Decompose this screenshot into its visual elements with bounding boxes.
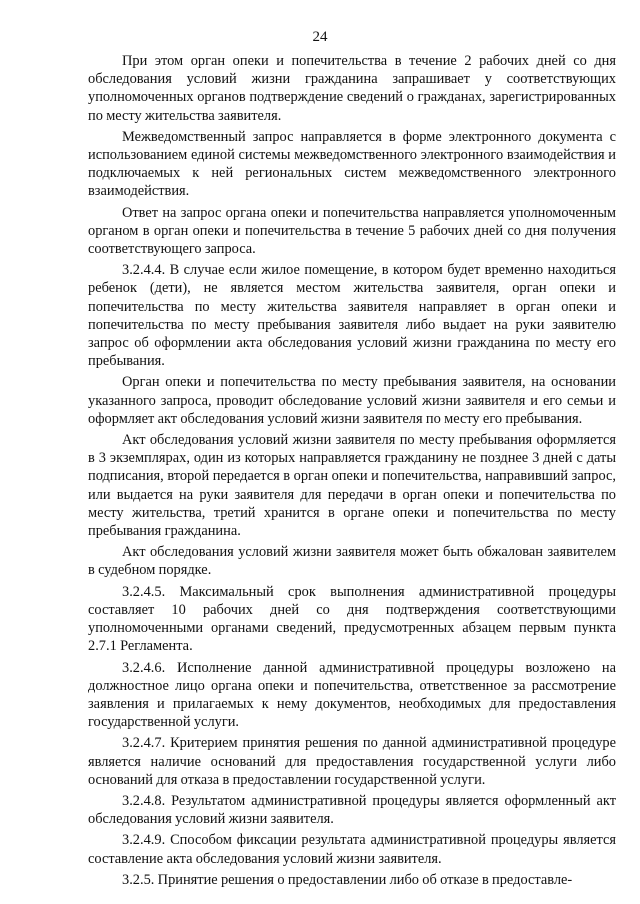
paragraph: При этом орган опеки и попечительства в течение 2 рабочих дней со дня обследования условий жизни гражданина запрашивает у соответствующих уполномоченных органов подтверждение сведений о гражданах, зарегистрированных по месту жительства заявителя. bbox=[88, 53, 616, 124]
page-body bbox=[88, 52, 616, 889]
paragraph: 3.2.4.6. Исполнение данной административной процедуры возложено на должностное лицо органа опеки и попечительства, ответственное за рассмотрение заявления и прилагаемых к нему документов, необходимых для предоставления государственной услуги. bbox=[88, 659, 616, 731]
paragraph: 3.2.4.8. Результатом административной процедуры является оформленный акт обследования условий жизни заявителя. bbox=[88, 792, 616, 828]
paragraph: 3.2.4.5. Максимальный срок выполнения административной процедуры составляет 10 рабочих дней со дня подтверждения соответствующими уполномоченными органами сведений, предусмотренных абзацем первым пункта 2.7.1 Регламента. bbox=[88, 583, 616, 655]
paragraph: Ответ на запрос органа опеки и попечительства направляется уполномоченным органом в орган опеки и попечительства в течение 5 рабочих дней со дня получения соответствующего запроса. bbox=[88, 204, 616, 258]
paragraph: Межведомственный запрос направляется в форме электронного документа с использованием единой системы межведомственного электронного взаимодействия и подключаемых к ней региональных систем межведомственного электронного взаимодействия. bbox=[88, 128, 616, 200]
paragraph: 3.2.5. Принятие решения о предоставлении либо об отказе в предоставле- bbox=[122, 871, 573, 888]
paragraph: Акт обследования условий жизни заявителя по месту пребывания оформляется в 3 экземплярах, один из которых направляется гражданину не позднее 3 дней с даты подписания, второй передается в орган опеки и попечительства, направивший запрос, или выдается на руки заявителя для передачи в орган опеки и попечительства по месту жительства, третий хранится в органе опеки и попечительства по месту пребывания гражданина. bbox=[88, 432, 616, 540]
paragraph: 3.2.4.7. Критерием принятия решения по данной административной процедуре является наличие оснований для предоставления государственной услуги либо оснований для отказа в предоставлении государственной услуги. bbox=[88, 735, 616, 788]
paragraph: Орган опеки и попечительства по месту пребывания заявителя, на основании указанного запроса, проводит обследование условий жизни заявителя и его семьи и оформляет акт обследования условий жизни заявителя по месту его пребывания. bbox=[88, 374, 616, 427]
page-number: 24 bbox=[312, 29, 328, 45]
paragraph: Акт обследования условий жизни заявителя может быть обжалован заявителем в судебном порядке. bbox=[88, 544, 616, 579]
paragraph: 3.2.4.9. Способом фиксации результата административной процедуры является составление акта обследования условий жизни заявителя. bbox=[88, 832, 616, 867]
paragraph: 3.2.4.4. В случае если жилое помещение, в котором будет временно находиться ребенок (дети), не является местом жительства заявителя, орган опеки и попечительства по месту жительства заявителя направляет в орган опеки и попечительства по месту пребывания заявителя либо выдает на руки заявителю запрос об оформлении акта обследования условий жизни гражданина по месту его пребывания. bbox=[88, 262, 616, 370]
